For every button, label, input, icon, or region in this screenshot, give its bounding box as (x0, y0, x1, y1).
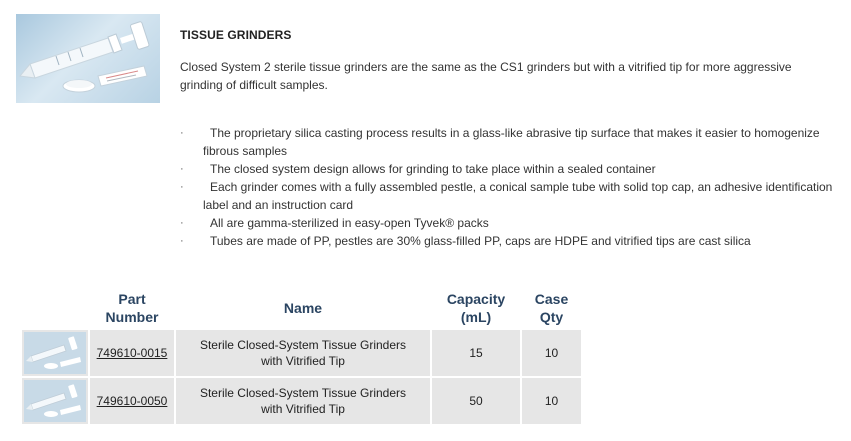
header-image (22, 288, 88, 328)
name-cell: Sterile Closed-System Tissue Grinders with Vitrified Tip (176, 378, 430, 424)
table-row (22, 378, 581, 424)
name-cell: Sterile Closed-System Tissue Grinders with Vitrified Tip (176, 330, 430, 376)
case-qty-cell: 10 (522, 330, 581, 376)
capacity-cell: 50 (432, 378, 520, 424)
feature-text: All are gamma-sterilized in easy-open Tyvek® packs (210, 216, 489, 230)
bullet-marker: · (180, 235, 184, 247)
bullet-marker: · (180, 163, 184, 175)
part-number-cell (90, 330, 174, 376)
feature-item (180, 232, 845, 250)
bullet-marker: · (180, 127, 184, 139)
feature-item (180, 178, 845, 214)
tissue-grinder-thumbnail-icon (24, 332, 86, 374)
page-title: TISSUE GRINDERS (180, 28, 292, 42)
row-thumbnail-cell (22, 330, 88, 376)
feature-text: Tubes are made of PP, pestles are 30% glass-filled PP, caps are HDPE and vitrified tips are cast silica (210, 234, 751, 248)
products-table (20, 286, 583, 426)
header-case-qty: Case Qty (534, 291, 569, 325)
header-part-number: Part Number (105, 291, 159, 325)
case-qty-cell: 10 (522, 378, 581, 424)
feature-list (180, 124, 845, 250)
feature-text: The closed system design allows for grinding to take place within a sealed container (210, 162, 656, 176)
table-header-row (22, 288, 581, 328)
part-number-link[interactable]: 749610-0015 (96, 346, 168, 360)
feature-item (180, 160, 845, 178)
header-name: Name (283, 300, 323, 316)
bullet-marker: · (180, 181, 184, 193)
feature-text: The proprietary silica casting process results in a glass-like abrasive tip surface that makes it easier to homogenize fibrous samples (203, 126, 820, 158)
intro-paragraph: Closed System 2 sterile tissue grinders are the same as the CS1 grinders but with a vitrified tip for more aggressive grinding of difficult samples. (180, 60, 792, 92)
capacity-cell: 15 (432, 330, 520, 376)
part-number-cell (90, 378, 174, 424)
tissue-grinder-thumbnail-icon (24, 380, 86, 422)
table-row (22, 330, 581, 376)
feature-item (180, 214, 845, 232)
bullet-marker: · (180, 217, 184, 229)
feature-text: Each grinder comes with a fully assembled pestle, a conical sample tube with solid top cap, an adhesive identification label and an instruction card (203, 180, 833, 212)
feature-item (180, 124, 845, 160)
row-thumbnail-cell (22, 378, 88, 424)
part-number-link[interactable]: 749610-0050 (96, 394, 168, 408)
product-image (16, 14, 160, 103)
header-capacity: Capacity (mL) (446, 291, 506, 325)
